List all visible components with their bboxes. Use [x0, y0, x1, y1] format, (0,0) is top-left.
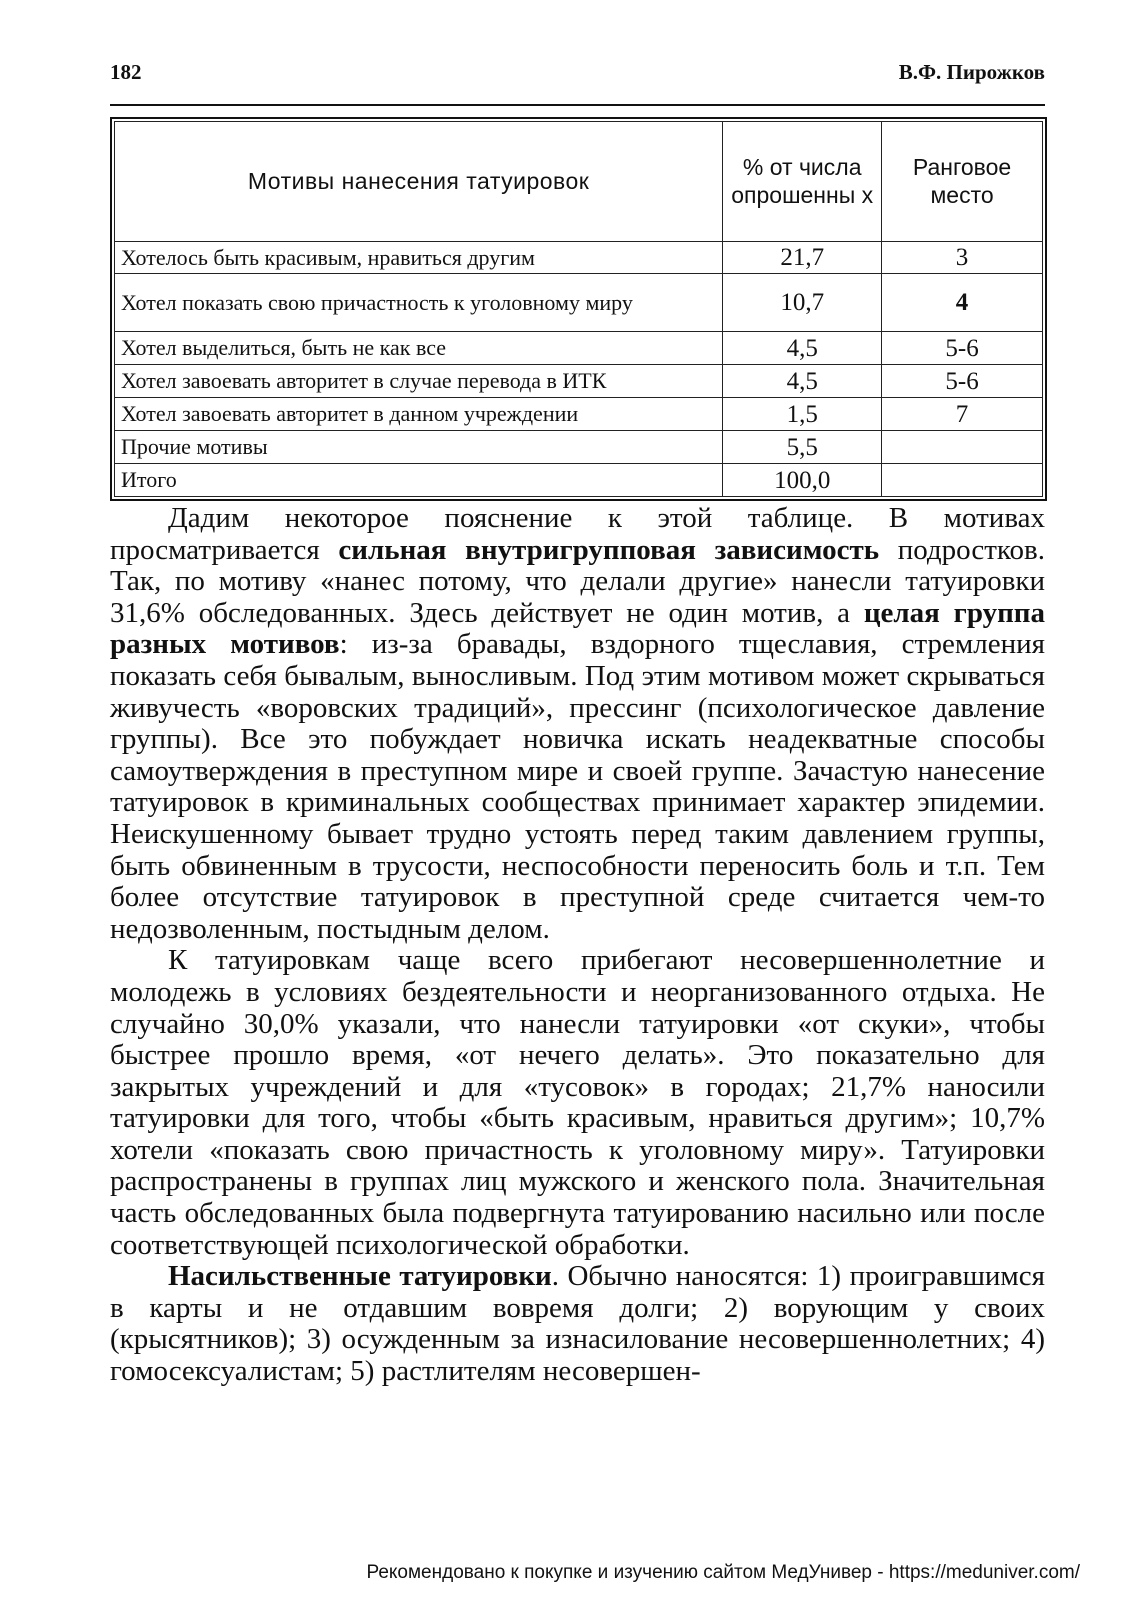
rank-cell: 7 — [882, 398, 1043, 431]
header-rule — [110, 104, 1045, 106]
paragraph-3-heading: Насильственные татуировки — [168, 1260, 552, 1293]
motive-cell: Хотел показать свою причастность к уголовному миру — [115, 274, 723, 332]
percent-cell: 1,5 — [723, 398, 882, 431]
rank-cell: 5-6 — [882, 332, 1043, 365]
motives-table-grid — [114, 121, 1043, 497]
percent-cell: 21,7 — [723, 242, 882, 274]
page-number: 182 — [110, 60, 142, 84]
percent-cell: 4,5 — [723, 365, 882, 398]
percent-cell: 100,0 — [723, 464, 882, 497]
table-row — [115, 332, 1043, 365]
paragraph-1-text-c: подростков. Так, по мотиву «нанес потому, что делали другие» нанесли татуировки 31,6% обследованных. Здесь действует не один мотив, а — [110, 533, 1045, 629]
motive-cell: Хотел завоевать авторитет в случае перевода в ИТК — [115, 365, 723, 398]
body-text — [110, 503, 1045, 1388]
percent-cell: 10,7 — [723, 274, 882, 332]
table-header-row — [115, 122, 1043, 242]
table-row — [115, 431, 1043, 464]
rank-cell: 5-6 — [882, 365, 1043, 398]
rank-cell: 4 — [882, 274, 1043, 332]
motive-cell: Прочие мотивы — [115, 431, 723, 464]
paragraph-1-text-e: : из-за бравады, вздорного тщеславия, стремления показать себя бывалым, выносливым. Под этим мотивом может скрываться живучесть «воровских традиций», прессинг (психологическое давление группы). Все это побуждает новичка искать неадекватные способы самоутверждения в преступном мире и своей группе. Зачастую нанесение татуировок в криминальных сообществах принимает характер эпидемии. Неискушенному бывает трудно устоять перед таким давлением группы, быть обвиненным в трусости, неспособности переносить боль и т.п. Тем более отсутствие татуировок в преступной среде считается чем-то недозволенным, постыдным делом. — [110, 628, 1045, 945]
paragraph-3 — [110, 1261, 1045, 1387]
running-author: В.Ф. Пирожков — [898, 60, 1045, 84]
rank-cell — [882, 431, 1043, 464]
page-header — [110, 60, 1045, 96]
motives-table — [110, 117, 1047, 501]
paragraph-3-text: . Обычно наносятся: 1) проигравшимся в карты и не отдавшим вовремя долги; 2) ворующим у своих (крысятников); 3) осужденным за изнасилование несовершеннолетних; 4) гомосексуалистам; 5) растлителям несовершен- — [110, 1260, 1045, 1388]
table-row — [115, 274, 1043, 332]
table-row — [115, 398, 1043, 431]
paragraph-1-emphasis-1: сильная внутригрупповая зависимость — [338, 533, 880, 566]
paragraph-1-text-a: Дадим некоторое пояснение к этой таблице. В мотивах просматривается — [110, 502, 1045, 566]
paragraph-1-emphasis-2: целая группа разных мотивов — [110, 596, 1045, 661]
table-row — [115, 365, 1043, 398]
table-row — [115, 242, 1043, 274]
motive-cell: Хотелось быть красивым, нравиться другим — [115, 242, 723, 274]
motive-cell: Хотел выделиться, быть не как все — [115, 332, 723, 365]
rank-cell — [882, 464, 1043, 497]
paragraph-1 — [110, 503, 1045, 945]
motive-cell: Хотел завоевать авторитет в данном учреждении — [115, 398, 723, 431]
percent-cell: 4,5 — [723, 332, 882, 365]
rank-cell: 3 — [882, 242, 1043, 274]
footer-recommendation: Рекомендовано к покупке и изучению сайтом МедУнивер - https://meduniver.com/ — [366, 1562, 1080, 1583]
header-percent: % от числа опрошенны х — [723, 122, 882, 242]
paragraph-2: К татуировкам чаще всего прибегают несовершеннолетние и молодежь в условиях бездеятельности и неорганизованного отдыха. Не случайно 30,0% указали, что нанесли татуировки «от скуки», чтобы быстрее прошло время, «от нечего делать». Это показательно для закрытых учреждений и для «тусовок» в городах; 21,7% наносили татуировки для того, чтобы «быть красивым, нравиться другим»; 10,7% хотели «показать свою причастность к уголовному миру». Татуировки распространены в группах лиц мужского и женского пола. Значительная часть обследованных была подвергнута татуированию насильно или после соответствующей психологической обработки. — [110, 944, 1045, 1261]
header-rank: Ранговое место — [882, 122, 1043, 242]
motive-cell: Итого — [115, 464, 723, 497]
header-motives: Мотивы нанесения татуировок — [115, 122, 723, 242]
percent-cell: 5,5 — [723, 431, 882, 464]
table-total-row — [115, 464, 1043, 497]
